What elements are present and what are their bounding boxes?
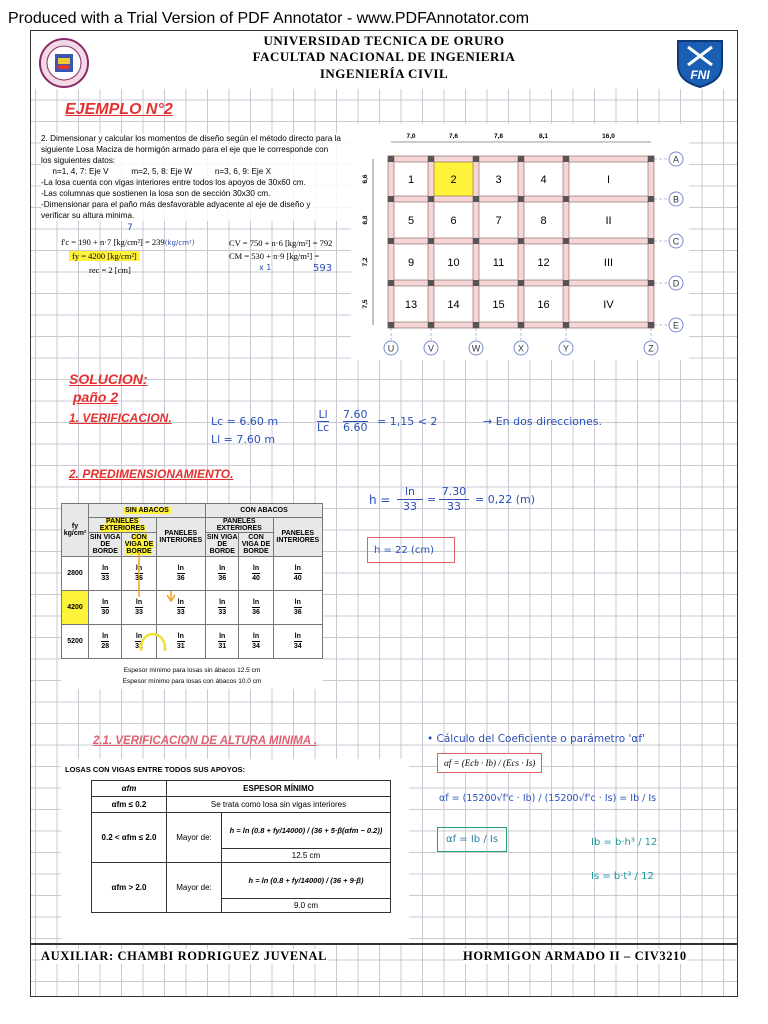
- problem-line: -Las columnas que sostienen la losa son de sección 30x30 cm.: [41, 189, 271, 198]
- panel-number: 11: [492, 257, 505, 269]
- h-final-box: h = 22 (cm): [367, 537, 455, 563]
- alpha-expansion-hand: αf = (15200√f'c · Ib) / (15200√f'c · Is) = Ib / Is: [439, 793, 657, 804]
- panel-number: III: [603, 257, 614, 269]
- ln-denominator: 33: [135, 609, 143, 616]
- verificacion-title: 1. VERIFICACION.: [69, 411, 172, 425]
- panel-number: 13: [404, 299, 418, 311]
- ln-numerator: ln: [135, 633, 143, 640]
- col-axis-label: Z: [648, 343, 654, 354]
- equals-sign: =: [427, 493, 437, 506]
- column: [518, 156, 524, 162]
- ln-numerator: ln: [294, 633, 301, 640]
- column: [563, 322, 569, 328]
- ln-denominator: 36: [252, 609, 260, 616]
- ratio-num: Ll: [318, 408, 328, 421]
- panel-number: 10: [447, 257, 460, 269]
- column: [473, 280, 479, 286]
- ln-numerator: ln: [252, 599, 260, 606]
- solucion-title: SOLUCION:: [69, 371, 148, 387]
- column: [428, 156, 434, 162]
- panel-number: 1: [407, 174, 415, 186]
- ln-denominator: 40: [293, 575, 302, 582]
- career-name: INGENIERÍA CIVIL: [31, 66, 737, 82]
- panel-number: 7: [495, 215, 502, 227]
- paneles-ext-header-2: PANELES EXTERIORES: [205, 518, 273, 533]
- ratio-symbolic: [317, 409, 329, 434]
- panel-number: 12: [537, 257, 550, 269]
- ln-denominator: 31: [218, 643, 227, 650]
- ln-denominator: 30: [101, 609, 110, 616]
- panel-number: 16: [537, 299, 550, 311]
- ln-numerator: ln: [219, 633, 226, 640]
- problem-line: los siguientes datos:: [41, 156, 116, 165]
- row-axis-label: C: [672, 236, 680, 247]
- row3-condition: αfm > 2.0: [92, 863, 167, 913]
- sin-viga-header-2: SIN VIGA DE BORDE: [206, 534, 238, 555]
- h-result-hand: = 0,22 (m): [475, 493, 536, 506]
- col-axis-label: W: [471, 343, 481, 354]
- column: [518, 196, 524, 202]
- h-frac1: [397, 485, 423, 514]
- altura-table: [91, 780, 391, 913]
- ln-denominator: 33: [101, 575, 110, 582]
- cm-value-hand: 593: [313, 263, 333, 274]
- fy-highlight: fy = 4200 [kg/cm²]: [69, 251, 140, 261]
- fni-shield-logo: [674, 37, 726, 89]
- ln-numerator: ln: [219, 565, 226, 572]
- ln-denominator: 36: [135, 575, 143, 582]
- slab-plan-drawing: [351, 124, 689, 360]
- ln-denominator: 31: [176, 643, 185, 650]
- fni-logo-text: FNI: [690, 68, 710, 82]
- column: [648, 196, 654, 202]
- faculty-name: FACULTAD NACIONAL DE INGENIERIA: [31, 49, 737, 65]
- document-page: [30, 30, 738, 997]
- losas-title: LOSAS CON VIGAS ENTRE TODOS SUS APOYOS:: [65, 765, 246, 774]
- problem-line: verificar su altura minima.: [41, 211, 135, 220]
- fy-header: fy kg/cm²: [62, 504, 89, 557]
- problem-line: 2. Dimensionar y calcular los momentos de diseño según el método directo para la: [41, 134, 341, 143]
- ln-ratio-cell: [273, 625, 322, 659]
- left-dimension-label: 7,5: [362, 299, 369, 309]
- column: [388, 280, 394, 286]
- footer-rule: [31, 943, 737, 945]
- table-note-2: Espesor mínimo para losas con ábacos 10.0 cm: [122, 678, 262, 685]
- cv-line: CV = 750 + n·6 [kg/m²] = 792: [229, 238, 333, 248]
- ratio-den: Lc: [317, 421, 330, 434]
- column: [648, 280, 654, 286]
- column: [388, 156, 394, 162]
- n-value-hand: 7: [127, 223, 133, 233]
- fy-cell: 5200: [62, 625, 89, 659]
- fc-line: [61, 237, 194, 247]
- altura-table-panel: [61, 759, 409, 943]
- ln-denominator: 34: [293, 643, 302, 650]
- col-axis-label: V: [427, 343, 435, 354]
- fy-cell: 4200: [62, 591, 89, 625]
- sin-abacos-label: SIN ABACOS: [125, 507, 169, 514]
- panel-number: 15: [492, 299, 505, 311]
- column: [648, 322, 654, 328]
- ln-numerator: ln: [177, 633, 184, 640]
- ln-numerator: ln: [135, 599, 143, 606]
- footer-auxiliar: AUXILIAR: CHAMBI RODRIGUEZ JUVENAL: [41, 949, 328, 963]
- ln-denominator: 33: [218, 609, 227, 616]
- ln-ratio-cell: [89, 591, 122, 625]
- row1-value: Se trata como losa sin vigas interiores: [167, 797, 391, 813]
- cm-line: CM = 530 + n·9 [kg/m²] =: [229, 251, 320, 261]
- con-abacos-header: CON ABACOS: [205, 504, 322, 518]
- column: [563, 196, 569, 202]
- h-den: 33: [403, 500, 417, 513]
- ln-denominator: 34: [252, 643, 260, 650]
- alpha-header: αfm: [92, 781, 167, 797]
- paneles-ext-label: PANELES EXTERIORES: [99, 518, 145, 532]
- footer-course: HORMIGON ARMADO II – CIV3210: [463, 949, 687, 963]
- column: [563, 280, 569, 286]
- alpha-formula-box: αf = (Ecb · Ib) / (Ecs · Is): [437, 753, 542, 773]
- ln-numerator: ln: [177, 565, 184, 572]
- alpha-simplified-box: αf = Ib / Is: [437, 827, 507, 852]
- university-seal-logo: [39, 37, 89, 89]
- con-viga-label: CON VIGA DE BORDE: [124, 534, 154, 555]
- top-dimension-label: 7,0: [406, 133, 416, 140]
- ln-numerator: ln: [102, 599, 109, 606]
- ratio-den2: 6.60: [343, 421, 368, 434]
- problem-line: siguiente Losa Maciza de hormigón armado para el eje que le corresponde con: [41, 145, 329, 154]
- row2-label: Mayor de:: [167, 813, 222, 863]
- problem-line: -Dimensionar para el paño más desfavorable adyacente al eje de diseño y: [41, 200, 311, 209]
- row3-formula: h = ln (0.8 + fy/14000) / (36 + 9·β): [222, 863, 391, 899]
- table-note-1: Espesor mínimo para losas sin ábacos 12.5 cm: [123, 667, 261, 674]
- left-dimension-label: 7,2: [362, 257, 369, 267]
- ln-denominator: 31: [135, 643, 143, 650]
- problem-line: -La losa cuenta con vigas interiores entre todos los apoyos de 30x60 cm.: [41, 178, 306, 187]
- column: [473, 196, 479, 202]
- row-axis-label: D: [672, 278, 680, 289]
- ln-ratio-cell: [239, 591, 273, 625]
- column: [388, 196, 394, 202]
- h-den2: 33: [447, 500, 461, 513]
- ln-denominator: 40: [252, 575, 260, 582]
- row3-label: Mayor de:: [167, 863, 222, 913]
- table-hand-marks: [131, 531, 211, 651]
- top-dimension-label: 16,0: [602, 133, 615, 140]
- row2-min: 12.5 cm: [222, 849, 391, 863]
- x-note-hand: x 1: [259, 263, 272, 272]
- ln-denominator: 28: [101, 643, 110, 650]
- column: [518, 238, 524, 244]
- problem-line: n=1, 4, 7: Eje V m=2, 5, 8: Eje W n=3, 6, 9: Eje X: [41, 167, 272, 176]
- is-formula-hand: Is = b·t³ / 12: [591, 871, 654, 882]
- pano-subtitle: paño 2: [73, 389, 119, 405]
- column: [388, 322, 394, 328]
- panel-number: 3: [495, 174, 502, 186]
- left-dimension-label: 6,6: [362, 174, 369, 184]
- trial-banner: Produced with a Trial Version of PDF Annotator - www.PDFAnnotator.com: [8, 10, 530, 27]
- row3-min: 9.0 cm: [222, 899, 391, 913]
- sin-viga-header: SIN VIGA DE BORDE: [89, 534, 121, 555]
- ejemplo-title: EJEMPLO N°2: [65, 101, 173, 118]
- panel-number: 14: [447, 299, 460, 311]
- row-axis-label: B: [672, 194, 680, 205]
- ln-numerator: ln: [294, 565, 301, 572]
- panel-number: II: [605, 215, 612, 227]
- h-lhs-hand: h =: [369, 493, 391, 507]
- panel-number: 6: [450, 215, 457, 227]
- ll-hand: Ll = 7.60 m: [211, 433, 276, 446]
- conclusion-hand: → En dos direcciones.: [483, 415, 603, 428]
- col-axis-label: U: [387, 343, 395, 354]
- column: [648, 238, 654, 244]
- column: [473, 322, 479, 328]
- column: [428, 280, 434, 286]
- alpha-calc-note: • Cálculo del Coeficiente o parámetro 'αf': [427, 733, 645, 745]
- row1-condition: αfm ≤ 0.2: [92, 797, 167, 813]
- paneles-int-header: PANELES INTERIORES: [156, 518, 205, 557]
- ln-denominator: 33: [176, 609, 185, 616]
- column: [473, 156, 479, 162]
- column: [518, 280, 524, 286]
- ln-ratio-cell: [89, 625, 122, 659]
- ln-denominator: 36: [293, 609, 302, 616]
- espesor-header: ESPESOR MÍNIMO: [167, 781, 391, 797]
- panel-number: 8: [540, 215, 547, 227]
- column: [388, 238, 394, 244]
- column: [563, 238, 569, 244]
- top-dimension-label: 7,6: [448, 133, 459, 140]
- col-axis-label: Y: [562, 343, 570, 354]
- fc-unit-hand: (kg/cm²): [164, 239, 195, 247]
- ln-numerator: ln: [102, 633, 109, 640]
- column: [473, 238, 479, 244]
- ln-numerator: ln: [294, 599, 301, 606]
- col-axis-label: X: [517, 343, 525, 354]
- ln-numerator: ln: [219, 599, 226, 606]
- rec-line: rec = 2 [cm]: [89, 265, 131, 275]
- ln-numerator: ln: [252, 633, 260, 640]
- left-dimension-label: 6,8: [362, 215, 369, 225]
- row-axis-label: A: [672, 154, 680, 165]
- row2-formula: h = ln (0.8 + fy/14000) / (36 + 5·β(αfm − 0.2)): [222, 813, 391, 849]
- ln-numerator: ln: [135, 565, 143, 572]
- ln-denominator: 36: [218, 575, 227, 582]
- h-num: ln: [397, 485, 423, 500]
- panel-number: 2: [450, 174, 457, 186]
- fy-cell: 2800: [62, 557, 89, 591]
- lc-hand: Lc = 6.60 m: [211, 415, 279, 428]
- column: [428, 322, 434, 328]
- ln-numerator: ln: [177, 599, 184, 606]
- panel-number: 9: [407, 257, 415, 269]
- university-name: UNIVERSIDAD TECNICA DE ORURO: [31, 33, 737, 49]
- ln-ratio-cell: [273, 557, 322, 591]
- paneles-int-header-2: PANELES INTERIORES: [273, 518, 322, 557]
- column: [518, 322, 524, 328]
- ratio-num2: 7.60: [343, 408, 368, 421]
- column: [428, 196, 434, 202]
- ln-ratio-cell: [239, 557, 273, 591]
- ln-ratio-cell: [273, 591, 322, 625]
- ln-ratio-cell: [89, 557, 122, 591]
- ln-denominator: 36: [176, 575, 185, 582]
- panel-number: IV: [603, 299, 614, 311]
- panel-number: 4: [540, 174, 547, 186]
- top-dimension-label: 8,1: [538, 133, 549, 140]
- panel-number: 5: [407, 215, 415, 227]
- top-dimension-label: 7,8: [493, 133, 504, 140]
- ln-numerator: ln: [102, 565, 109, 572]
- column: [428, 238, 434, 244]
- predim-title: 2. PREDIMENSIONAMIENTO.: [69, 467, 234, 481]
- column: [563, 156, 569, 162]
- con-viga-header-2: CON VIGA DE BORDE: [239, 533, 273, 557]
- fc-formula: f'c = 190 + n·7 [kg/cm²] = 239: [61, 237, 165, 247]
- ratio-numeric: [343, 409, 368, 434]
- ib-formula-hand: Ib = b·h³ / 12: [591, 837, 658, 848]
- column: [648, 156, 654, 162]
- h-num2: 7.30: [439, 485, 469, 500]
- h-frac2: [439, 485, 469, 514]
- row-axis-label: E: [672, 320, 680, 331]
- ln-ratio-cell: [239, 625, 273, 659]
- sin-abacos-header: [89, 504, 206, 518]
- ratio-result-hand: = 1,15 < 2: [377, 415, 438, 428]
- verif-altura-title: 2.1. VERIFICACION DE ALTURA MINIMA .: [93, 735, 318, 747]
- problem-statement: [41, 133, 351, 221]
- row2-condition: 0.2 < αfm ≤ 2.0: [92, 813, 167, 863]
- ln-numerator: ln: [252, 565, 260, 572]
- panel-number: I: [606, 174, 611, 186]
